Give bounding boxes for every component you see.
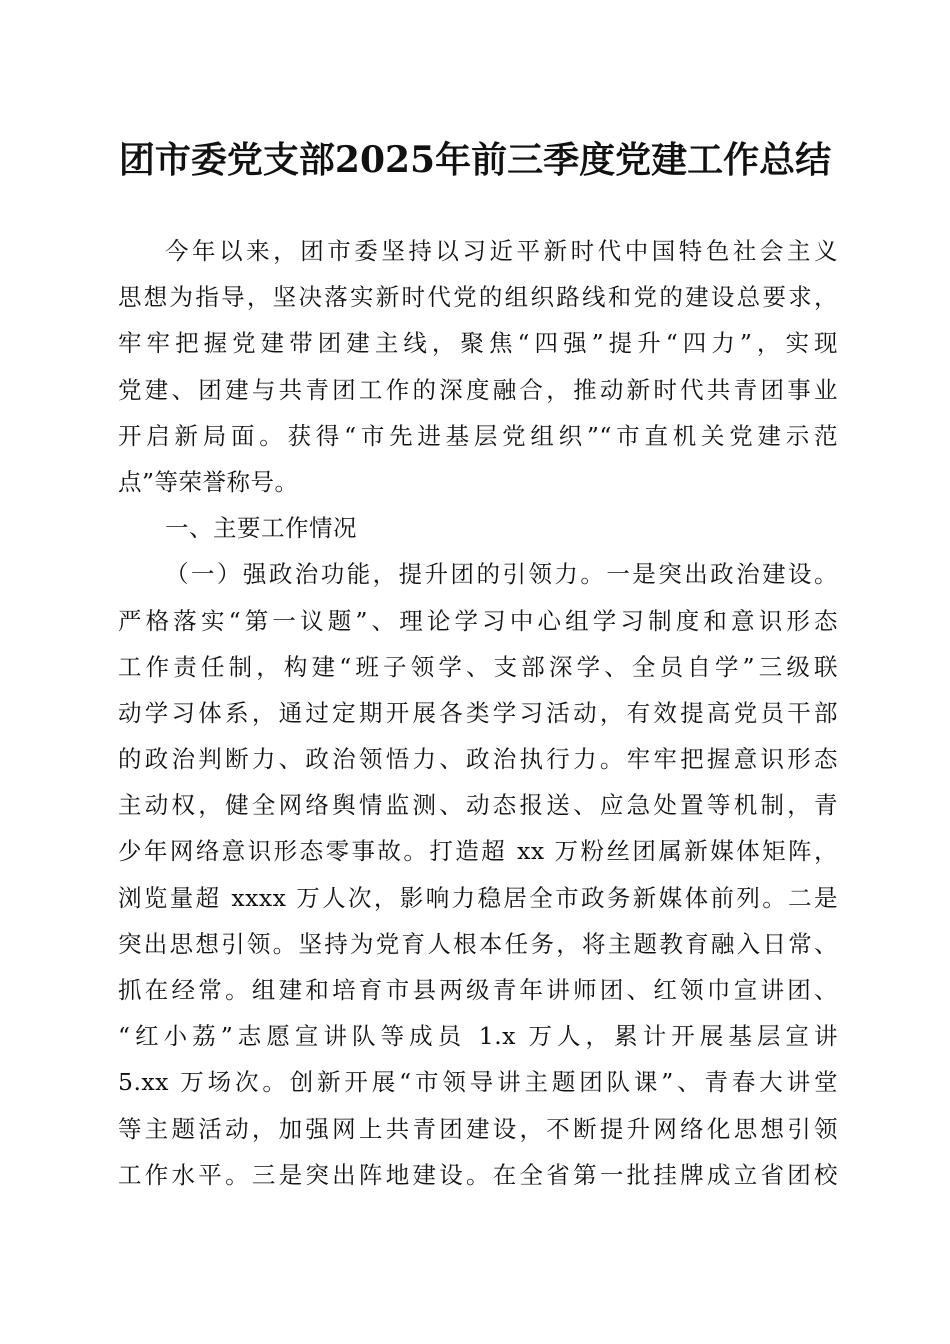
document-body [118, 228, 838, 1198]
subsection-line: 突出思想引领。坚持为党育人根本任务，将主题教育融入日常、 [118, 929, 838, 958]
paragraph-line: 思想为指导，坚决落实新时代党的组织路线和党的建设总要求， [118, 283, 838, 312]
subsection-line: 动学习体系，通过定期开展各类学习活动，有效提高党员干部 [118, 698, 838, 727]
subsection-line: 严格落实“第一议题”、理论学习中心组学习制度和意识形态 [118, 606, 838, 635]
subsection-line: 工作责任制，构建“班子领学、支部深学、全员自学”三级联 [118, 652, 838, 681]
subsection-line: 少年网络意识形态零事故。打造超 xx 万粉丝团属新媒体矩阵， [118, 837, 838, 866]
subsection-line: “红小荔”志愿宣讲队等成员 1.x 万人，累计开展基层宣讲 [118, 1022, 838, 1051]
paragraph-line: 开启新局面。获得“市先进基层党组织”“市直机关党建示范 [118, 421, 838, 450]
paragraph-line: 点”等荣誉称号。 [118, 467, 299, 496]
section-heading: 一、主要工作情况 [165, 514, 357, 543]
subsection-line: （一）强政治功能，提升团的引领力。一是突出政治建设。 [165, 560, 838, 589]
subsection-line: 浏览量超 xxxx 万人次，影响力稳居全市政务新媒体前列。二是 [118, 883, 838, 912]
paragraph-line: 党建、团建与共青团工作的深度融合，推动新时代共青团事业 [118, 375, 838, 404]
paragraph-line: 今年以来，团市委坚持以习近平新时代中国特色社会主义 [165, 237, 838, 265]
subsection-line: 抓在经常。组建和培育市县两级青年讲师团、红领巾宣讲团、 [118, 976, 838, 1004]
subsection-line: 主动权，健全网络舆情监测、动态报送、应急处置等机制，青 [118, 791, 838, 820]
document-title: 团市委党支部2025年前三季度党建工作总结 [118, 139, 832, 181]
subsection-line: 5.xx 万场次。创新开展“市领导讲主题团队课”、青春大讲堂 [118, 1068, 838, 1097]
subsection-line: 等主题活动，加强网上共青团建设，不断提升网络化思想引领 [118, 1114, 838, 1143]
subsection-line: 的政治判断力、政治领悟力、政治执行力。牢牢把握意识形态 [118, 745, 838, 774]
subsection-line: 工作水平。三是突出阵地建设。在全省第一批挂牌成立省团校 [118, 1160, 838, 1189]
paragraph-line: 牢牢把握党建带团建主线，聚焦“四强”提升“四力”，实现 [118, 329, 838, 358]
